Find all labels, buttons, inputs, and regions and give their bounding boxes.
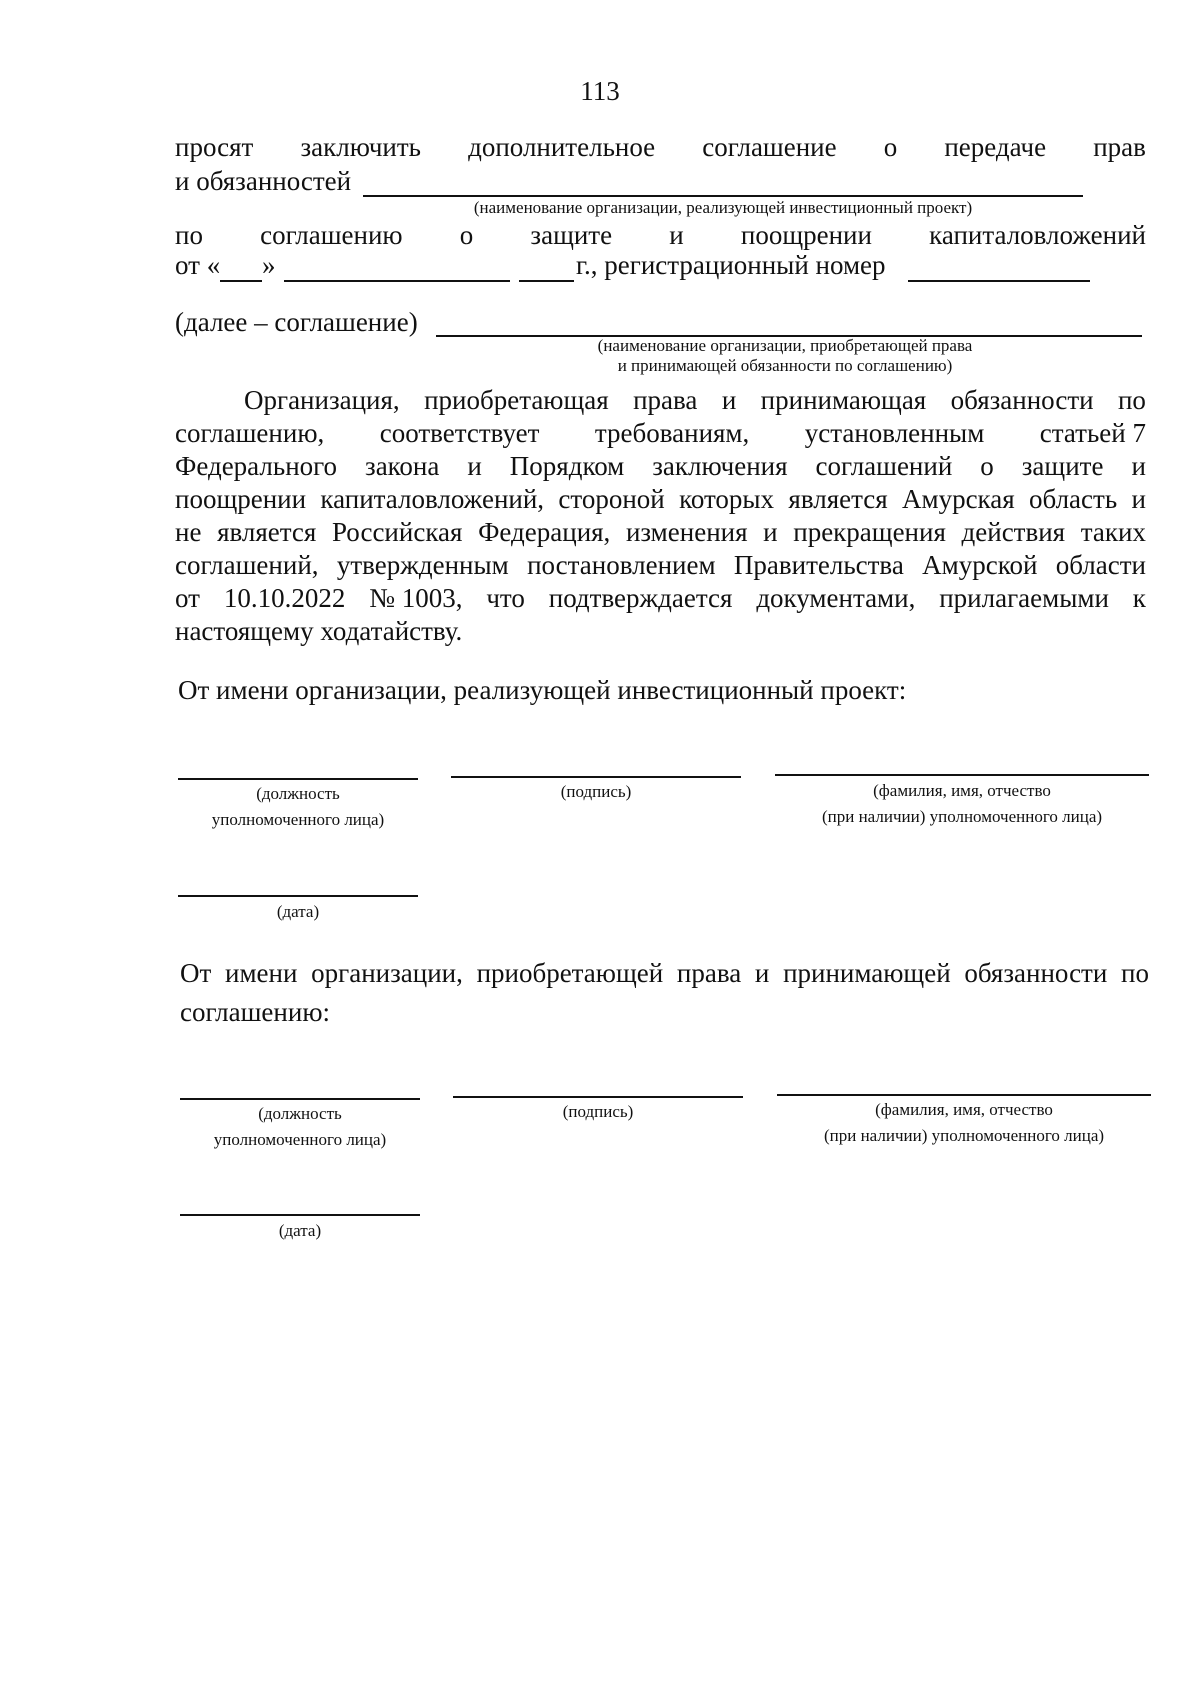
s2-name-caption-1: (фамилия, имя, отчество [875,1100,1053,1119]
date-quote-close: » [262,250,276,280]
body-line-word: Организация, [244,385,400,415]
s2-name-line [777,1094,1151,1096]
date-prefix: от « [175,250,221,280]
date-year-blank [519,280,574,282]
body-line-word: которых [679,484,775,514]
intro-line-3-word: капиталовложений [929,220,1146,250]
body-line-word: закона [365,451,440,481]
body-line-word: поощрении [175,484,307,514]
s1-name-line [775,774,1149,776]
body-line-word: область [1029,484,1118,514]
section2-heading-word: имени [225,958,298,988]
further-label: (далее – соглашение) [175,307,418,337]
body-line-word: № 1003, [369,583,463,613]
section2-heading-line-2: соглашению: [180,997,330,1027]
body-line-word: к [1132,583,1146,613]
s2-position-caption-2: уполномоченного лица) [213,1130,387,1149]
body-line-word: изменения [625,517,748,547]
s2-signature-line [453,1096,743,1098]
body-line-word: и [721,385,737,415]
intro-line-3-word: по [175,220,203,250]
body-line-word: от [175,583,200,613]
body-line-word: обязанности [950,385,1094,415]
s1-signature-caption: (подпись) [560,782,632,801]
body-line-word: является [217,517,317,547]
intro-line-1-word: передаче [944,132,1047,162]
body-line-word: защите [1021,451,1104,481]
s1-signature-line [451,776,741,778]
body-line-word: Федерация, [478,517,611,547]
org-acquiring-caption-2: и принимающей обязанности по соглашению) [617,356,953,375]
body-line-word: действия [961,517,1066,547]
body-line-word: Федерального [175,451,338,481]
s2-position-caption-1: (должность [258,1104,342,1123]
date-day-blank [220,280,262,282]
section2-heading-word: приобретающей [476,958,664,988]
body-line-word: и [467,451,482,481]
org-implementing-caption: (наименование организации, реализующей инвестиционный проект) [473,198,973,217]
section2-heading-word: организации, [311,958,463,988]
s2-date-caption: (дата) [278,1221,322,1240]
intro-line-3-word: поощрении [740,220,872,250]
intro-line-3-word: о [459,220,474,250]
body-line-word: документами, [756,583,916,613]
body-line-word: соответствует [379,418,540,448]
s2-signature-caption: (подпись) [562,1102,634,1121]
s1-position-line [178,778,418,780]
body-line [175,484,1146,515]
body-line-word: области [1055,550,1146,580]
body-line-word: Амурской [922,550,1038,580]
body-line [175,583,1146,614]
body-line-word: утвержденным [336,550,509,580]
body-line-word: не [175,517,202,547]
body-line-word: что [486,583,525,613]
intro-line-3-word: защите [530,220,613,250]
section1-heading: От имени организации, реализующей инвестиционный проект: [178,675,907,705]
body-line [175,550,1146,581]
intro-line-3 [175,220,1146,251]
body-line-word: соглашений [815,451,953,481]
body-line-last: настоящему ходатайству. [175,616,463,646]
body-line-word: Порядком [509,451,625,481]
body-line [175,451,1146,482]
s1-name-caption-2: (при наличии) уполномоченного лица) [821,807,1103,826]
intro-line-1-word: соглашение [702,132,837,162]
s2-position-line [180,1098,420,1100]
body-line-word: принимающая [760,385,927,415]
registration-number-blank [908,280,1090,282]
body-line-word: капиталовложений, [320,484,545,514]
section2-heading-word: и [754,958,770,988]
section2-heading-word: права [676,958,742,988]
body-line-word: Российская [331,517,463,547]
body-line-word: заключения [652,451,788,481]
s1-position-caption-2: уполномоченного лица) [211,810,385,829]
date-month-blank [284,280,510,282]
body-line-word: права [633,385,698,415]
body-line-word: о [980,451,994,481]
body-line-word: соглашению, [175,418,325,448]
body-line [175,517,1146,548]
section2-heading-word: От [180,958,212,988]
section2-heading-word: принимающей [783,958,951,988]
body-line-word: таких [1080,517,1146,547]
body-line-word: статьей 7 [1039,418,1146,448]
year-suffix: г., регистрационный номер [576,250,886,280]
body-line-word: прекращения [793,517,946,547]
body-line-word: 10.10.2022 [223,583,346,613]
body-line-word: требованиям, [594,418,750,448]
section2-heading-word: по [1121,958,1149,988]
intro-line-1-word: просят [175,132,254,162]
body-line-word: установленным [804,418,985,448]
intro-line-1-word: о [883,132,898,162]
page-number: 113 [580,76,620,106]
s2-date-line [180,1214,420,1216]
body-line-word: прилагаемыми [939,583,1109,613]
body-line-word: Амурская [901,484,1015,514]
s1-name-caption-1: (фамилия, имя, отчество [873,781,1051,800]
body-line-word: соглашений, [175,550,319,580]
body-line-word: постановлением [527,550,716,580]
section2-heading-line-1 [180,958,1149,989]
body-line-word: и [1131,484,1146,514]
s1-position-caption-1: (должность [256,784,340,803]
body-line-word: и [763,517,778,547]
body-line-word: является [788,484,888,514]
intro-line-3-word: и [669,220,684,250]
intro-line-1-word: прав [1093,132,1146,162]
body-line-word: приобретающая [424,385,609,415]
intro-line-1-word: заключить [300,132,421,162]
intro-line-2: и обязанностей [175,166,352,196]
body-line-word: и [1131,451,1146,481]
intro-line-1 [175,132,1146,163]
s1-date-line [178,895,418,897]
org-acquiring-caption-1: (наименование организации, приобретающей права [597,336,973,355]
s2-name-caption-2: (при наличии) уполномоченного лица) [823,1126,1105,1145]
body-line [244,385,1146,416]
intro-line-1-word: дополнительное [468,132,656,162]
intro-line-3-word: соглашению [260,220,403,250]
body-line-word: Правительства [733,550,904,580]
body-line-word: по [1117,385,1146,415]
section2-heading-word: обязанности [964,958,1108,988]
body-line [175,418,1146,449]
body-line-word: подтверждается [548,583,733,613]
s1-date-caption: (дата) [276,902,320,921]
body-line-word: стороной [558,484,665,514]
